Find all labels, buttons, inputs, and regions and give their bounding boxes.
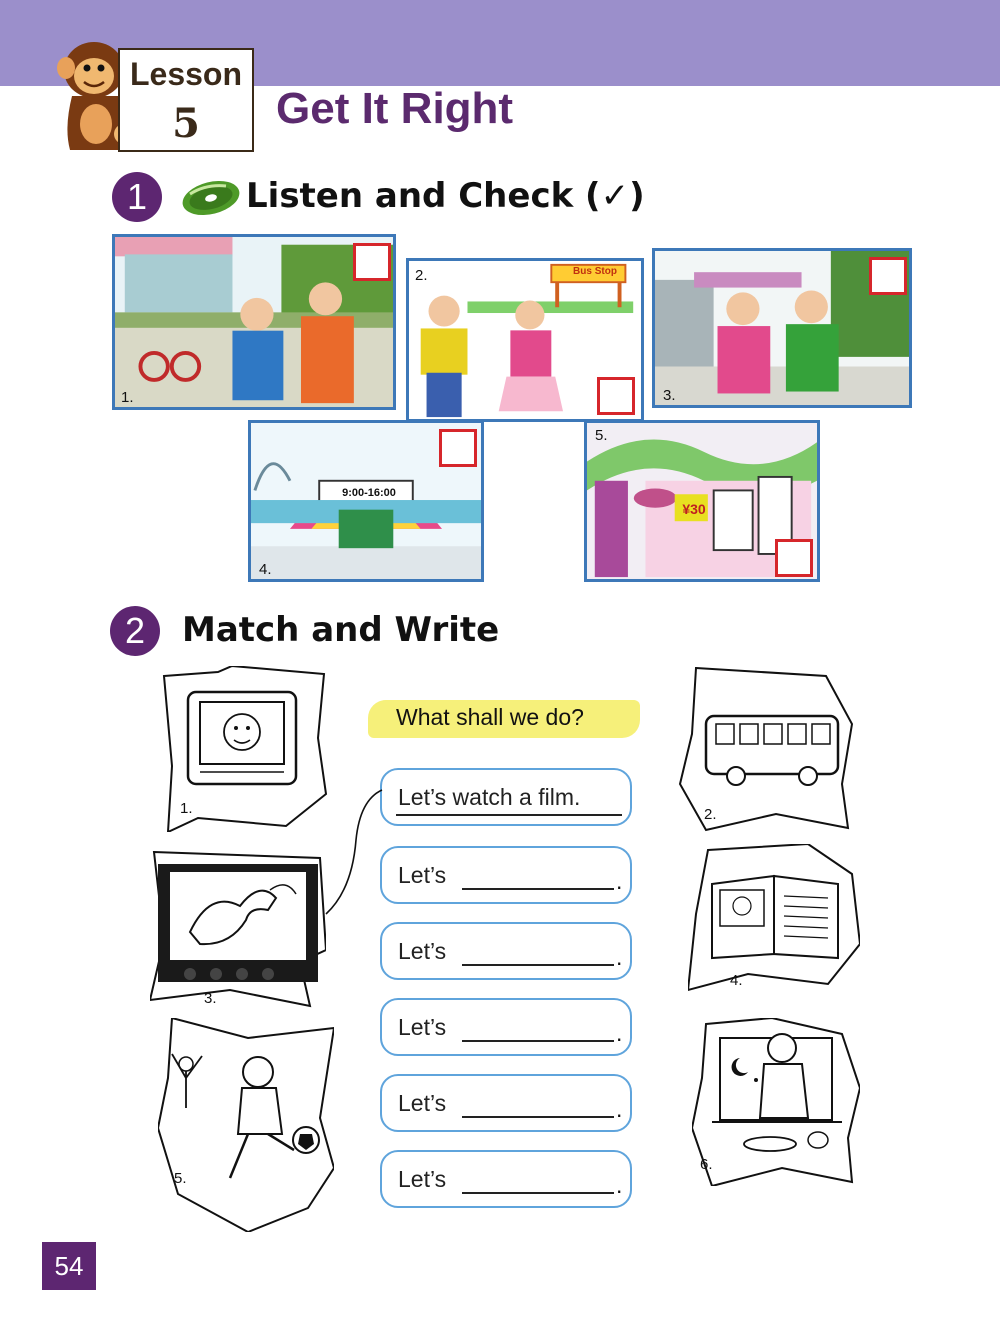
section-1-title: Listen and Check (✓) <box>246 176 645 216</box>
picture-number: 6. <box>700 1156 713 1173</box>
picture-card-1 <box>158 666 328 832</box>
answer-period: . <box>616 1172 623 1198</box>
page-title: Get It Right <box>276 84 514 133</box>
question-text: What shall we do? <box>396 704 584 730</box>
panel-number: 2. <box>415 267 428 284</box>
picture-number: 2. <box>704 806 717 823</box>
picture-card-6 <box>692 1018 860 1186</box>
lesson-label: Lesson <box>129 56 243 92</box>
panel-number: 5. <box>595 427 608 444</box>
bus-stop-sign: Bus Stop <box>573 266 617 277</box>
football-icon <box>158 1018 334 1232</box>
picture-card-5 <box>158 1018 334 1232</box>
picture-number: 3. <box>204 990 217 1007</box>
picture-card-2 <box>676 664 858 832</box>
answer-prefix: Let’s <box>398 1090 447 1116</box>
price-sign: ¥30 <box>682 501 706 517</box>
answer-prefix: Let’s <box>398 1166 447 1192</box>
panel-number: 3. <box>663 387 676 404</box>
answer-prefix: Let’s <box>398 862 447 888</box>
section-1-badge: 1 <box>112 172 162 222</box>
answer-period: . <box>616 1020 623 1046</box>
picture-number: 5. <box>174 1170 187 1187</box>
answer-period: . <box>616 1096 623 1122</box>
page-number: 54 <box>42 1242 96 1290</box>
panel-number: 4. <box>259 561 272 578</box>
cinema-icon <box>150 850 326 1010</box>
picture-number: 4. <box>730 972 743 989</box>
book-icon <box>688 844 860 994</box>
picture-card-4 <box>688 844 860 994</box>
answer-prefix: Let’s <box>398 1014 447 1040</box>
section-2-badge: 2 <box>110 606 160 656</box>
answer-sample-text: Let’s watch a film. <box>398 784 581 810</box>
lesson-number: 5 <box>172 100 200 147</box>
picture-card-3 <box>150 850 326 1010</box>
dinner-icon <box>692 1018 860 1186</box>
panel-number: 1. <box>121 389 134 406</box>
picture-number: 1. <box>180 800 193 817</box>
opening-hours-sign: 9:00-16:00 <box>342 487 396 499</box>
answer-period: . <box>616 868 623 894</box>
answer-period: . <box>616 944 623 970</box>
section-2-title: Match and Write <box>182 610 500 650</box>
answer-prefix: Let’s <box>398 938 447 964</box>
